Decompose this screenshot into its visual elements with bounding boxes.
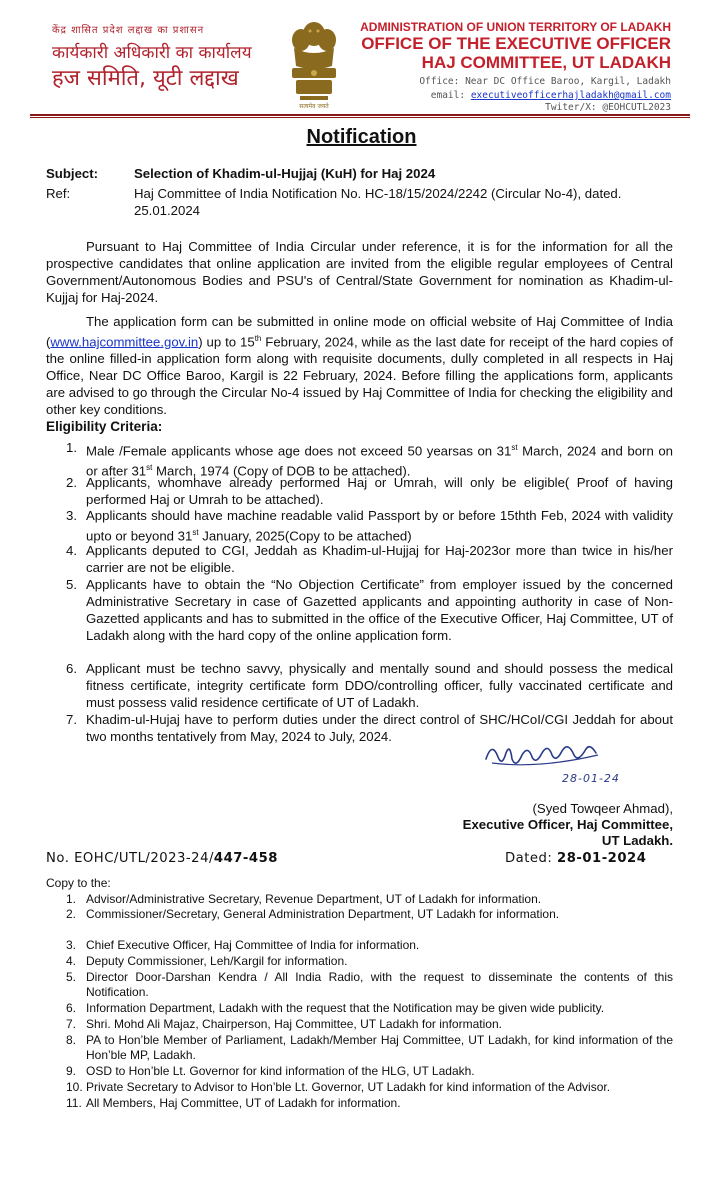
- copy-item: [46, 1064, 673, 1079]
- copy-text: Commissioner/Secretary, General Administration Department, UT Ladakh for information.: [86, 907, 560, 921]
- copy-item: [46, 907, 673, 922]
- item-number: 2.: [66, 475, 77, 490]
- criteria-text: Applicant must be techno savvy, physically and mentally sound and should possess the medical fitness certificate, integrity certificate form DDO/controlling officer, fully vaccinated certificate and must possess valid residence certificate of UT of Ladakh.: [86, 661, 673, 710]
- item-number: 1.: [66, 892, 77, 906]
- copy-item: [46, 1096, 673, 1111]
- reference-number: [46, 851, 278, 866]
- copy-item: [46, 1017, 673, 1032]
- criteria-text: Male /Female applicants whose age does not exceed 50 yearsas on 31: [86, 443, 512, 459]
- item-number: 11.: [66, 1096, 82, 1110]
- item-number: 8.: [66, 1033, 77, 1047]
- criteria-item: [66, 542, 673, 576]
- copy-heading: Copy to the:: [46, 876, 111, 890]
- copy-text: OSD to Hon’ble Lt. Governor for kind information of the HLG, UT Ladakh.: [86, 1064, 475, 1078]
- item-number: 4.: [66, 954, 77, 968]
- hindi-admin-line: केंद्र शासित प्रदेश लद्दाख का प्रशासन: [52, 25, 205, 36]
- copy-text: Chief Executive Officer, Haj Committee of India for information.: [86, 938, 420, 952]
- copy-text: All Members, Haj Committee, UT of Ladakh for information.: [86, 1096, 401, 1110]
- criteria-heading: Eligibility Criteria:: [46, 419, 163, 434]
- page-title: Notification: [306, 126, 417, 148]
- item-number: 1.: [66, 440, 77, 455]
- email-label: email:: [430, 90, 471, 101]
- item-number: 5.: [66, 577, 77, 592]
- email-line: [431, 90, 671, 101]
- email-link[interactable]: executiveofficerhajladakh@gmail.com: [470, 90, 671, 101]
- criteria-text: Applicants have to obtain the “No Objection Certificate” from employer issued by the concerned Administrative Secretary in case of Gazetted applicants and appointing authority in case of Non-Gazetted applicants and has to submitted in the office of the Executive Officer, Haj Committee, UT of Ladakh along with the hard copy of the online application form.: [86, 577, 673, 643]
- sup: st: [192, 528, 199, 537]
- header-divider-thin: [30, 117, 690, 118]
- copy-text: Shri. Mohd Ali Majaz, Chairperson, Haj Committee, UT Ladakh for information.: [86, 1017, 502, 1031]
- office-address: Office: Near DC Office Baroo, Kargil, Ladakh: [419, 76, 671, 87]
- copy-text: Deputy Commissioner, Leh/Kargil for information.: [86, 954, 348, 968]
- ref-number: 447-458: [213, 851, 278, 866]
- item-number: 6.: [66, 661, 77, 676]
- copy-text: Private Secretary to Advisor to Hon’ble Lt. Governor, UT Ladakh for kind information of the Advisor.: [86, 1080, 611, 1094]
- signature-date: 28-01-24: [562, 772, 620, 785]
- ref-prefix: No. EOHC/UTL/2023-24/: [46, 851, 214, 866]
- hindi-office-line: कार्यकारी अधिकारी का कार्यालय: [52, 43, 252, 63]
- copy-text: PA to Hon’ble Member of Parliament, Ladakh/Member Haj Committee, UT Ladakh, for kind information of the Hon’ble MP, Ladakh.: [86, 1033, 673, 1062]
- ref-text-line1: Haj Committee of India Notification No. HC-18/15/2024/2242 (Circular No-4), dated.: [134, 186, 622, 201]
- signer-place: UT Ladakh.: [601, 833, 673, 848]
- para2-text-c: February, 2024, while as the last date for receipt of the hard copies of the online filled-in application form along with requisite documents, dully completed in all respects in Haj Office, Near DC Office Baroo, Kargil is 22 February, 2024. Before filling the applications form, applicants are advised to go through the Circular No-4 issued by Haj Committee of India for checking the eligibility and other key conditions.: [46, 334, 673, 418]
- criteria-item: [66, 474, 673, 508]
- copy-text: Advisor/Administrative Secretary, Revenue Department, UT of Ladakh for information.: [86, 892, 542, 906]
- dated-line: [505, 851, 646, 866]
- admin-heading: ADMINISTRATION OF UNION TERRITORY OF LADAKH: [360, 20, 671, 34]
- sup: st: [146, 463, 153, 473]
- criteria-text: Applicants should have machine readable valid Passport by or before 15thth Feb, 2024 with validity upto or beyond 31: [86, 508, 673, 544]
- ashoka-emblem-icon: [282, 14, 346, 110]
- copy-item: [46, 1080, 673, 1095]
- criteria-text: Applicants deputed to CGI, Jeddah as Khadim-ul-Hujjaj for Haj-2023or more than twice in his/her carrier are not be eligible.: [86, 543, 673, 575]
- para2-text-a: The application form can be submitted in online mode on official website of Haj Committee of India (: [46, 314, 673, 350]
- copy-item: [46, 892, 673, 907]
- twitter-handle: Twiter/X: @EOHCUTL2023: [545, 102, 671, 113]
- item-number: 3.: [66, 938, 77, 952]
- subject-label: Subject:: [46, 166, 99, 181]
- item-number: 7.: [66, 1017, 77, 1031]
- paragraph-1: Pursuant to Haj Committee of India Circular under reference, it is for the information for all the prospective candidates that online application are invited from the eligible regular employees of Central Government/Autonomous Bodies and PSU's of Central/State Government for nomination as Khadim-ul-Kujjaj for Haj-2024.: [46, 239, 673, 305]
- para2-sup: th: [254, 334, 262, 343]
- item-number: 2.: [66, 907, 77, 921]
- ref-text-line2: 25.01.2024: [134, 203, 201, 218]
- criteria-text: March, 2024 and born on or after 31: [86, 443, 673, 479]
- item-number: 5.: [66, 970, 77, 984]
- copy-item: [46, 954, 673, 969]
- item-number: 4.: [66, 543, 77, 558]
- signer-name: (Syed Towqeer Ahmad),: [532, 801, 673, 816]
- sup: st: [511, 443, 518, 452]
- item-number: 9.: [66, 1064, 77, 1078]
- paragraph-2: [46, 313, 673, 418]
- copy-item: [46, 938, 673, 953]
- item-number: 6.: [66, 1001, 77, 1015]
- dated-label: Dated:: [505, 851, 558, 866]
- svg-text:सत्यमेव जयते: सत्यमेव जयते: [299, 103, 329, 110]
- para2-text-b: ) up to 15: [198, 334, 255, 350]
- ref-label: Ref:: [46, 186, 71, 201]
- copy-text: Director Door-Darshan Kendra / All India Radio, with the request to disseminate the contents of this Notification.: [86, 970, 673, 999]
- item-number: 3.: [66, 508, 77, 523]
- criteria-item: [66, 576, 673, 644]
- signer-title: Executive Officer, Haj Committee,: [462, 817, 673, 832]
- hajcommittee-link[interactable]: www.hajcommittee.gov.in: [50, 334, 199, 350]
- copy-item: [46, 1033, 673, 1063]
- committee-heading: HAJ COMMITTEE, UT LADAKH: [421, 53, 671, 72]
- office-heading: OFFICE OF THE EXECUTIVE OFFICER: [361, 34, 671, 53]
- criteria-text: March, 1974 (Copy of DOB to be attached).: [152, 463, 411, 479]
- criteria-text: January, 2025(Copy to be attached): [198, 528, 412, 544]
- item-number: 10.: [66, 1080, 83, 1094]
- criteria-item: [66, 660, 673, 711]
- hindi-committee-line: हज समिति, यूटी लद्दाख: [52, 66, 239, 91]
- criteria-text: Khadim-ul-Hujaj have to perform duties under the direct control of SHC/HCoI/CGI Jeddah for about two months tentatively from May, 2024 to July, 2024.: [86, 712, 673, 744]
- dated-value: 28-01-2024: [557, 851, 647, 866]
- copy-text: Information Department, Ladakh with the request that the Notification may be given wide publicity.: [86, 1001, 605, 1015]
- header-divider: [30, 114, 690, 116]
- subject-text: Selection of Khadim-ul-Hujjaj (KuH) for Haj 2024: [134, 166, 436, 181]
- copy-item: [46, 1001, 673, 1016]
- item-number: 7.: [66, 712, 77, 727]
- copy-item: [46, 970, 673, 1000]
- criteria-item: [66, 507, 673, 544]
- criteria-text: Applicants, whomhave already performed Haj or Umrah, will only be eligible( Proof of having performed Haj or Umrah to be attached).: [86, 475, 673, 507]
